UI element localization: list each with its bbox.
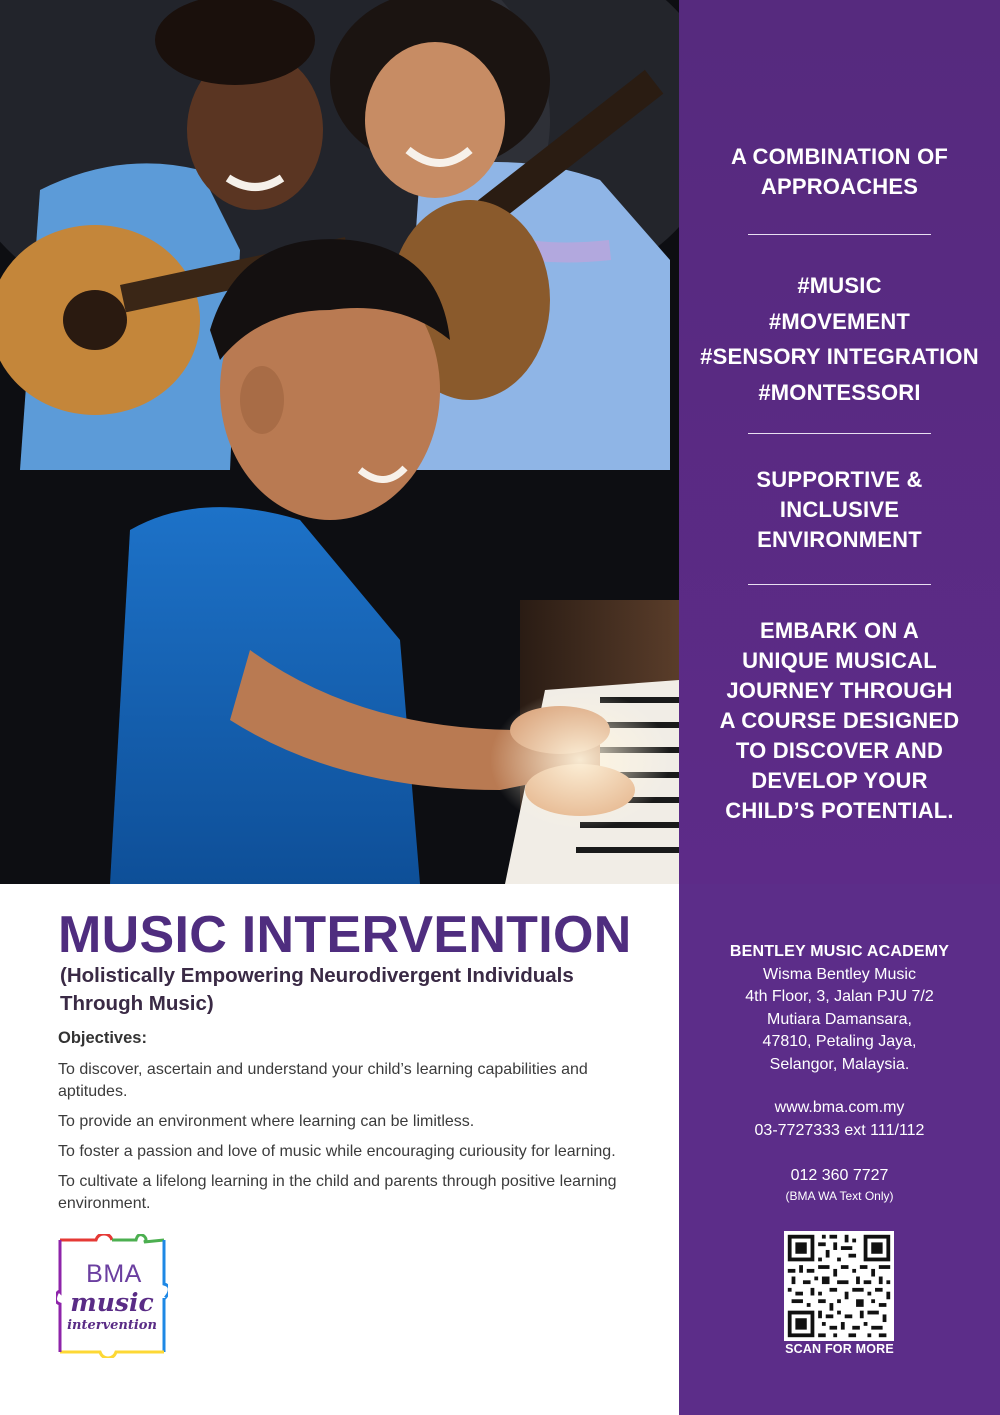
journey-line: DEVELOP YOUR xyxy=(751,768,928,793)
contact-block xyxy=(679,941,1000,1076)
hashtag-list xyxy=(679,268,1000,410)
whatsapp-note: (BMA WA Text Only) xyxy=(785,1188,894,1203)
hashtag-item: #MUSIC xyxy=(797,273,882,298)
qr-code[interactable] xyxy=(784,1231,894,1341)
whatsapp-block xyxy=(679,1165,1000,1204)
journey-text xyxy=(679,616,1000,826)
address-line: Selangor, Malaysia. xyxy=(769,1055,910,1073)
journey-line: UNIQUE MUSICAL xyxy=(742,648,937,673)
journey-line: TO DISCOVER AND xyxy=(735,738,944,763)
approaches-heading xyxy=(679,142,1000,202)
environment-line: SUPPORTIVE & xyxy=(756,467,923,492)
journey-line: JOURNEY THROUGH xyxy=(726,678,953,703)
journey-line: A COURSE DESIGNED xyxy=(719,708,960,733)
hashtag-item: #MONTESSORI xyxy=(758,379,921,405)
page-title: MUSIC INTERVENTION xyxy=(58,906,632,964)
hashtag-item: #SENSORY INTEGRATION xyxy=(700,344,979,369)
logo-intervention-text: intervention xyxy=(67,1318,157,1333)
address-line: Mutiara Damansara, xyxy=(767,1010,912,1028)
scan-label: SCAN FOR MORE xyxy=(785,1342,894,1356)
logo-bma-text: BMA xyxy=(86,1260,142,1288)
environment-text xyxy=(679,465,1000,555)
journey-line: CHILD’S POTENTIAL. xyxy=(725,798,954,823)
approaches-line: A COMBINATION OF xyxy=(730,144,949,169)
qr-code-graphic xyxy=(784,1231,894,1341)
environment-line: ENVIRONMENT xyxy=(757,527,922,552)
bma-music-intervention-logo xyxy=(56,1234,168,1358)
address-line: 4th Floor, 3, Jalan PJU 7/2 xyxy=(745,988,934,1005)
objectives-heading: Objectives: xyxy=(58,1029,147,1047)
address-line: Wisma Bentley Music xyxy=(763,965,916,983)
website-link[interactable]: www.bma.com.my xyxy=(774,1099,905,1116)
approaches-line: APPROACHES xyxy=(760,174,919,199)
phone-number: 03-7727333 ext 111/112 xyxy=(754,1121,925,1139)
objective-item: To discover, ascertain and understand your child’s learning capabilities and aptitudes. xyxy=(58,1061,588,1100)
logo-music-text: music xyxy=(70,1288,154,1317)
objective-item: To foster a passion and love of music while encouraging curiousity for learning. xyxy=(58,1143,616,1160)
journey-line: EMBARK ON A xyxy=(759,618,920,643)
divider xyxy=(748,584,931,585)
academy-name: BENTLEY MUSIC ACADEMY xyxy=(729,943,950,960)
objectives-list xyxy=(58,1059,668,1223)
objective-item: To provide an environment where learning can be limitless. xyxy=(58,1113,475,1130)
subtitle-line: (Holistically Empowering Neurodivergent Individuals xyxy=(60,964,574,987)
web-phone-block xyxy=(679,1097,1000,1142)
hashtag-item: #MOVEMENT xyxy=(768,308,911,334)
divider xyxy=(748,234,931,235)
environment-line: INCLUSIVE xyxy=(779,497,900,522)
whatsapp-number: 012 360 7727 xyxy=(790,1167,889,1184)
subtitle xyxy=(60,962,660,1018)
address-line: 47810, Petaling Jaya, xyxy=(762,1033,917,1050)
subtitle-line: Through Music) xyxy=(60,992,214,1015)
divider xyxy=(748,433,931,434)
children-music-illustration xyxy=(0,0,679,884)
hero-photo xyxy=(0,0,679,884)
side-panel xyxy=(679,0,1000,1415)
objective-item: To cultivate a lifelong learning in the child and parents through positive learning environment. xyxy=(58,1173,617,1212)
